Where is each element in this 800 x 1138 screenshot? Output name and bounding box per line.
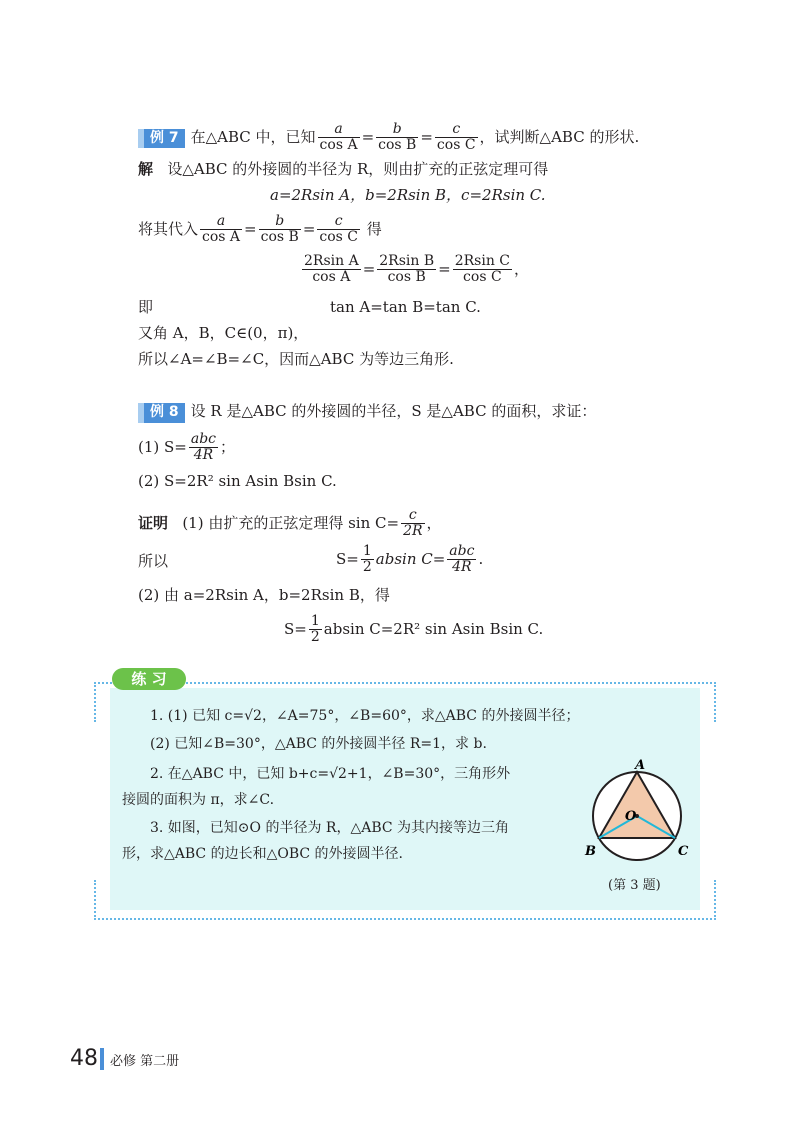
practice-q2a: 2. 在△ABC 中，已知 b+c=√2+1，∠B=30°，三角形外 [150,766,511,782]
part1-pre: (1) S= [138,437,187,456]
fraction: $\frac{a}{\text{cos A}}$ [202,213,241,246]
fraction: $\frac{c}{\text{cos C}}$ [319,213,359,246]
label-a: A [635,758,646,773]
proof-l1-pre: (1) 由扩充的正弦定理得 sin C= [182,513,400,532]
fraction: $\frac{\text{2Rsin C}}{\text{cos C}}$ [454,253,511,286]
label-b: B [585,844,596,859]
s-mid: absin C= [375,549,446,568]
s-pre: S= [336,549,359,568]
practice-border-right [714,880,716,920]
example7-substitute: 将其代入 $\frac{a}{\text{cos A}}$ = $\frac{b}{\text{cos B}}$ = $\frac{c}{\text{cos C}}$ 得 [138,213,382,246]
fraction: $\frac{1}{2}$ [310,613,320,646]
example8-final-equation [284,614,543,646]
fraction: $\frac{b}{\text{cos B}}$ [260,213,299,246]
fraction: $\frac{a}{\text{cos A}}$ [319,121,358,154]
footer-text: 必修 第二册 [110,1054,180,1069]
fraction: $\frac{\text{abc}}{4R}$ [190,431,217,464]
practice-border-left [94,880,96,920]
fraction: $\frac{\text{2Rsin B}}{\text{cos B}}$ [379,253,435,286]
part1-post: ； [220,437,236,456]
comma: ， [514,259,530,278]
fraction: $\frac{\text{abc}}{4R}$ [449,543,475,576]
substitute-post: 得 [366,219,382,238]
example8-part2-line: (2) 由 a=2Rsin A，b=2Rsin B，得 [138,586,390,604]
label-c: C [678,844,689,859]
label-o: O [625,809,637,824]
practice-q1a: 1. (1) 已知 c=√2，∠A=75°，∠B=60°，求△ABC 的外接圆半径； [150,708,580,724]
practice-border-bottom [94,918,716,920]
figure-circle-triangle [580,758,700,862]
example7-badge: 例 7 [138,129,185,149]
example8-badge: 例 8 [138,403,185,423]
example8-part1 [138,432,235,464]
solution-text: 设△ABC 的外接圆的半径为 R，则由扩充的正弦定理可得 [167,160,549,178]
example8-suoyi: 所以 [138,552,169,570]
practice-border-top [94,682,716,684]
final-pre: S= [284,619,307,638]
footer-bar [100,1048,104,1070]
practice-q1b: (2) 已知∠B=30°，△ABC 的外接圆半径 R=1，求 b. [150,736,487,752]
practice-q3a: 3. 如图，已知⊙O 的半径为 R，△ABC 为其内接等边三角 [150,820,510,836]
example8-proof-line1 [138,508,442,540]
s-post: . [478,549,484,568]
example7-equation: $\frac{\text{2Rsin A}}{\text{cos A}}$ = $\frac{\text{2Rsin B}}{\text{cos B}}$ = $\frac{\text{2Rsin C}}{\text{cos C}}$ ， [304,253,530,286]
fraction: $\frac{\text{2Rsin A}}{\text{cos A}}$ [304,253,359,286]
practice-border-left [94,682,96,722]
practice-q3b: 形，求△ABC 的边长和△OBC 的外接圆半径. [122,846,403,862]
practice-tag: 练 习 [112,668,186,690]
example8-question [138,402,596,423]
example7-ji: 即 [138,298,154,316]
example7-solution-line2: a=2Rsin A，b=2Rsin B，c=2Rsin C. [270,186,546,204]
example7-conclusion: 所以∠A=∠B=∠C，因而△ABC 为等边三角形. [138,350,454,368]
substitute-pre: 将其代入 [138,219,199,238]
practice-border-right [714,682,716,722]
fraction: $\frac{c}{\text{cos C}}$ [436,121,476,154]
example8-part2: (2) S=2R² sin Asin Bsin C. [138,472,337,490]
example7-q-post: ，试判断△ABC 的形状. [479,127,640,146]
proof-label: 证明 [138,513,169,532]
example7-solution-line1 [138,160,548,179]
example8-q-text: 设 R 是△ABC 的外接圆的半径，S 是△ABC 的面积，求证： [190,402,597,420]
fraction: $\frac{c}{2R}$ [403,507,423,540]
example7-question: 例 7 在△ABC 中，已知 $\frac{a}{\text{cos A}}$ = $\frac{b}{\text{cos B}}$ = $\frac{c}{\text{cos C}}$ ，试判断△ABC 的形状. [138,122,639,154]
page-number: 48 [70,1046,98,1071]
fraction: $\frac{b}{\text{cos B}}$ [378,121,417,154]
figure-caption: (第 3 题) [608,878,661,893]
final-mid: absin C=2R² sin Asin Bsin C. [323,619,544,638]
example7-q-pre: 在△ABC 中，已知 [190,127,316,146]
example7-tan-line: tan A=tan B=tan C. [330,298,481,316]
solution-label: 解 [138,160,154,178]
proof-l1-post: ， [426,513,442,532]
example8-s-equation [336,544,483,576]
example7-also-line: 又角 A，B，C∈(0，π)， [138,324,309,342]
practice-q2b: 接圆的面积为 π，求∠C. [122,792,275,808]
fraction: $\frac{1}{2}$ [362,543,372,576]
